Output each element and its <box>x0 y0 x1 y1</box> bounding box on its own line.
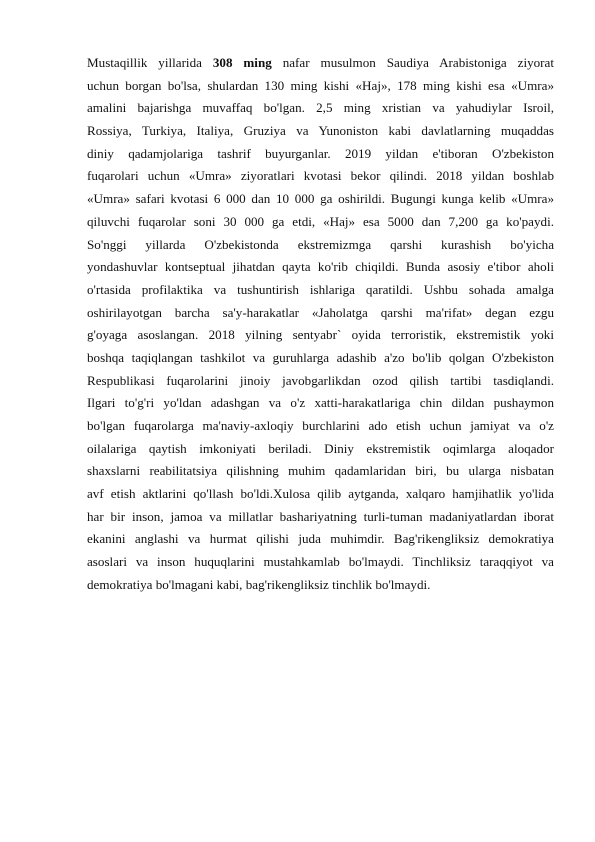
paragraph-line: fuqarolari uchun «Umra» ziyoratlari kvotasi bekor qilindi. 2018 yildan boshlab <box>87 168 554 184</box>
paragraph-line: uchun borgan bo'lsa, shulardan 130 ming kishi «Haj», 178 ming kishi esa «Umra» <box>87 77 554 93</box>
paragraph-line: ekanini anglashi va hurmat qilishi juda muhimdir. Bag'rikengliksiz demokratiya <box>87 531 554 547</box>
document-body <box>87 52 554 597</box>
paragraph-line: o'rtasida profilaktika va tushuntirish ishlariga qaratildi. Ushbu sohada amalga <box>87 281 554 297</box>
paragraph-line: Ilgari to'g'ri yo'ldan adashgan va o'z xatti-harakatlariga chin dildan pushaymon <box>87 395 554 411</box>
paragraph-line: yondashuvlar kontseptual jihatdan qayta ko'rib chiqildi. Bunda asosiy e'tibor aholi <box>87 259 554 275</box>
paragraph-line: Rossiya, Turkiya, Italiya, Gruziya va Yunoniston kabi davlatlarning muqaddas <box>87 123 554 139</box>
paragraph-line: qiluvchi fuqarolar soni 30 000 ga etdi, «Haj» esa 5000 dan 7,200 ga ko'paydi. <box>87 213 554 229</box>
paragraph-last-line: demokratiya bo'lmagani kabi, bag'rikengliksiz tinchlik bo'lmaydi. <box>87 576 431 592</box>
line-tail-text: nafar musulmon Saudiya Arabistoniga ziyorat <box>271 55 554 70</box>
paragraph-line: boshqa taqiqlangan tashkilot va guruhlarga adashib a'zo bo'lib qolgan O'zbekiston <box>87 349 554 365</box>
paragraph-line: Respublikasi fuqarolarini jinoiy javobgarlikdan ozod qilish tartibi tasdiqlandi. <box>87 372 554 388</box>
paragraph-line: asoslari va inson huquqlarini mustahkamlab bo'lmaydi. Tinchliksiz taraqqiyot va <box>87 554 554 570</box>
line-lead-text: Mustaqillik yillarida <box>87 55 213 70</box>
paragraph-line: avf etish aktlarini qo'llash bo'ldi.Xulosa qilib aytganda, xalqaro hamjihatlik yo'lida <box>87 486 554 502</box>
paragraph-line: g'oyaga asoslangan. 2018 yilning sentyabr` oyida terroristik, ekstremistik yoki <box>87 327 554 343</box>
paragraph-line: oshirilayotgan barcha sa'y-harakatlar «Jaholatga qarshi ma'rifat» degan ezgu <box>87 304 554 320</box>
paragraph-line: oilalariga qaytish imkoniyati beriladi. Diniy ekstremistik oqimlarga aloqador <box>87 440 554 456</box>
paragraph-line: shaxslarni reabilitatsiya qilishning muhim qadamlaridan biri, bu ularga nisbatan <box>87 463 554 479</box>
paragraph-line: bo'lgan fuqarolarga ma'naviy-axloqiy burchlarini ado etish uchun jamiyat va o'z <box>87 418 554 433</box>
paragraph-line: amalini bajarishga muvaffaq bo'lgan. 2,5 ming xristian va yahudiylar Isroil, <box>87 100 554 116</box>
paragraph-line-1 <box>87 52 554 75</box>
paragraph-line: har bir inson, jamoa va millatlar bashariyatning turli-tuman madaniyatlardan iborat <box>87 508 554 524</box>
paragraph-line: diniy qadamjolariga tashrif buyurganlar. 2019 yildan e'tiboran O'zbekiston <box>87 145 554 161</box>
bold-figure: 308 ming <box>212 55 272 70</box>
paragraph-line: So'nggi yillarda O'zbekistonda ekstremizmga qarshi kurashish bo'yicha <box>87 236 554 252</box>
paragraph-line: «Umra» safari kvotasi 6 000 dan 10 000 ga oshirildi. Bugungi kunga kelib «Umra» <box>87 191 554 207</box>
